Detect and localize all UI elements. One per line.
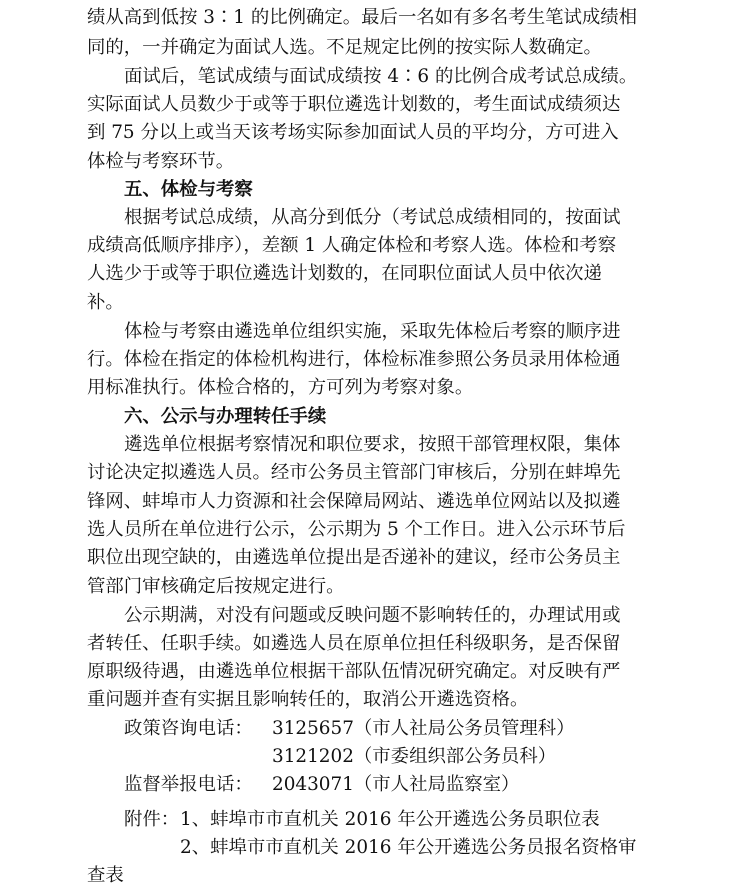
text-line: 用标准执行。体检合格的，方可列为考察对象。 xyxy=(87,377,474,398)
text-line: 绩从高到低按 3∶1 的比例确定。最后一名如有多名考生笔试成绩相 xyxy=(87,7,638,28)
section-heading: 六、公示与办理转任手续 xyxy=(124,406,327,427)
text-line: 体检与考察环节。 xyxy=(87,151,235,172)
text-line: 面试后，笔试成绩与面试成绩按 4∶6 的比例合成考试总成绩。 xyxy=(124,66,638,87)
text-line: 职位出现空缺的，由遴选单位提出是否递补的建议，经市公务员主 xyxy=(87,547,621,568)
contact-policy-phone: 3125657（市人社局公务员管理科） xyxy=(272,718,575,739)
text-line: 遴选单位根据考察情况和职位要求，按照干部管理权限，集体 xyxy=(124,434,621,455)
text-line: 选人员所在单位进行公示，公示期为 5 个工作日。进入公示环节后 xyxy=(87,519,626,540)
contact-policy-label: 政策咨询电话： xyxy=(124,718,253,739)
text-line: 实际面试人员数少于或等于职位遴选计划数的，考生面试成绩须达 xyxy=(87,94,621,115)
attachment-item: 查表 xyxy=(87,865,124,886)
text-line: 重问题并查有实据且影响转任的，取消公开遴选资格。 xyxy=(87,689,529,710)
text-line: 补。 xyxy=(87,292,124,313)
text-line: 人选少于或等于职位遴选计划数的，在同职位面试人员中依次递 xyxy=(87,263,602,284)
text-line: 锋网、蚌埠市人力资源和社会保障局网站、遴选单位网站以及拟遴 xyxy=(87,491,621,512)
contact-supervise-phone: 2043071（市人社局监察室） xyxy=(272,774,520,795)
text-line: 体检与考察由遴选单位组织实施，采取先体检后考察的顺序进 xyxy=(124,321,621,342)
text-line: 讨论决定拟遴选人员。经市公务员主管部门审核后，分别在蚌埠先 xyxy=(87,462,621,483)
attachment-item: 1、蚌埠市市直机关 2016 年公开遴选公务员职位表 xyxy=(180,809,600,830)
text-line: 根据考试总成绩，从高分到低分（考试总成绩相同的，按面试 xyxy=(124,207,621,228)
attachment-label: 附件： xyxy=(124,809,180,830)
text-line: 原职级待遇，由遴选单位根据干部队伍情况研究确定。对反映有严 xyxy=(87,661,621,682)
text-line: 公示期满，对没有问题或反映问题不影响转任的，办理试用或 xyxy=(124,605,621,626)
text-line: 同的，一并确定为面试人选。不足规定比例的按实际人数确定。 xyxy=(87,37,602,58)
text-line: 管部门审核确定后按规定进行。 xyxy=(87,576,345,597)
attachment-item: 2、蚌埠市市直机关 2016 年公开遴选公务员报名资格审 xyxy=(180,837,637,858)
contact-policy-phone: 3121202（市委组织部公务员科） xyxy=(272,746,557,767)
text-line: 者转任、任职手续。如遴选人员在原单位担任科级职务，是否保留 xyxy=(87,633,621,654)
text-line: 到 75 分以上或当天该考场实际参加面试人员的平均分，方可进入 xyxy=(87,122,619,143)
text-line: 行。体检在指定的体检机构进行，体检标准参照公务员录用体检通 xyxy=(87,349,621,370)
contact-supervise-label: 监督举报电话： xyxy=(124,774,253,795)
section-heading: 五、体检与考察 xyxy=(124,179,253,200)
text-line: 成绩高低顺序排序），差额 1 人确定体检和考察人选。体检和考察 xyxy=(87,235,617,256)
